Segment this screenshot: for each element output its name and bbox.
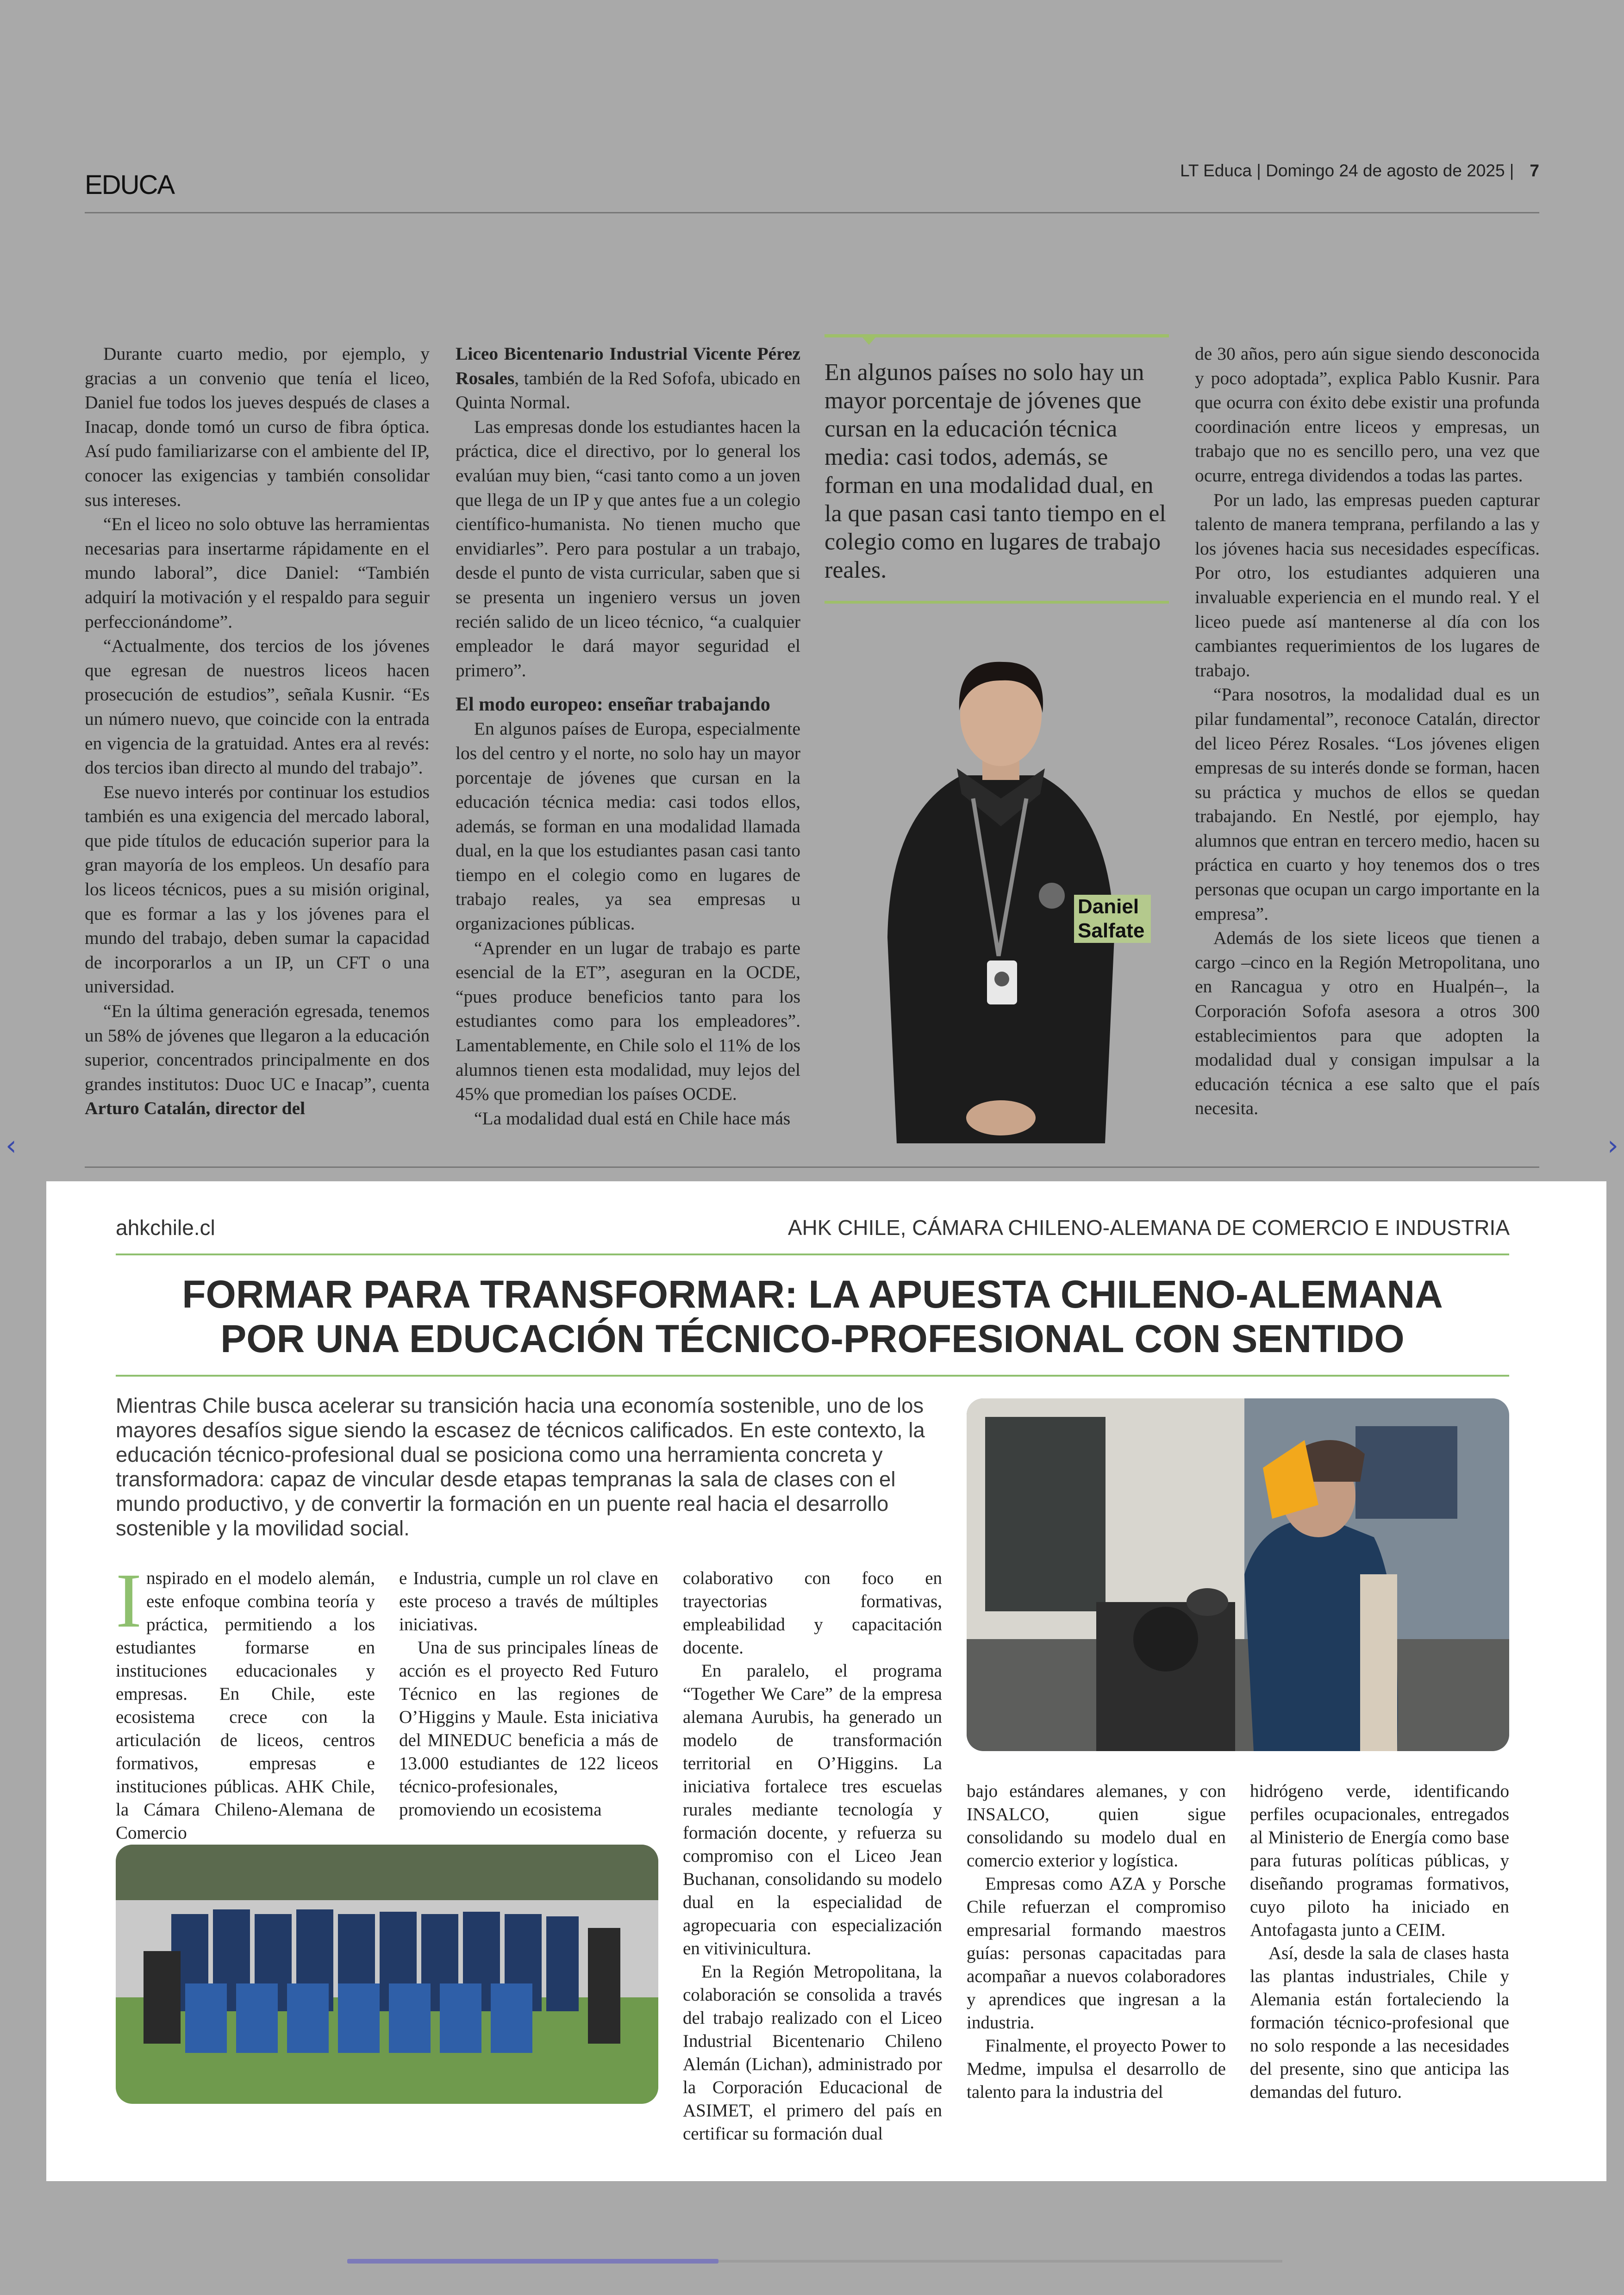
pull-quote (824, 334, 1169, 604)
bold-school: Liceo Bicentenario Industrial Vicente Pérez Rosales (456, 343, 800, 388)
pull-quote-bottom-bar (824, 601, 1169, 604)
paragraph: e Industria, cumple un rol clave en este proceso a través de múltiples iniciativas. (399, 1568, 658, 1634)
paragraph: hidrógeno verde, identificando perfiles ocupacionales, entregados al Ministerio de Energía como base para futuras políticas públicas, y diseñando programas formativos, cuyo piloto ha iniciado en Antofagasta junto a CEIM. (1250, 1781, 1509, 1940)
title-line-1: FORMAR PARA TRANSFORMAR: LA APUESTA CHILENO-ALEMANA (182, 1272, 1443, 1316)
paragraph: Ese nuevo interés por continuar los estudios también es una exigencia del mercado laboral, que pide títulos de educación superior para la gran mayoría de los empleos. Un desafío para los liceos técnicos, pues a su misión original, que es formar a las y los jóvenes para el mundo del trabajo, deben sumar la capacidad de incorporarlos a un IP, un CFT o una universidad. (85, 781, 430, 997)
advertorial-column-3 (683, 1567, 942, 2145)
paragraph-text: nspirado en el modelo alemán, este enfoque combina teoría y práctica, permitiendo a los estudiantes formarse en instituciones educacionales y empresas. En Chile, este ecosistema crece con la articulación de liceos, centros formativos, empresas e instituciones públicas. AHK Chile, la Cámara Chileno-Alemana de Comercio (116, 1568, 375, 1843)
header-rule (85, 212, 1539, 213)
paragraph: colaborativo con foco en trayectorias formativas, empleabilidad y capacitación docente. (683, 1568, 942, 1658)
welding-student-photo (967, 1398, 1509, 1751)
paragraph (456, 342, 800, 415)
paragraph: “Actualmente, dos tercios de los jóvenes que egresan de nuestros liceos hacen prosecución de estudios”, señala Kusnir. “Es un número nuevo, que coincide con la entrada en vigencia de la gratuidad. Antes era al revés: dos tercios iban directo al mundo del trabajo”. (85, 636, 430, 778)
advertorial-column-1 (116, 1558, 375, 1845)
paragraph (85, 999, 430, 1121)
bold-name: Arturo Catalán, director del (85, 1098, 306, 1119)
paragraph: En paralelo, el programa “Together We Care” de la empresa alemana Aurubis, ha generado un modelo de transformación territorial en O’Higgins. La iniciativa fortalece tres escuelas rurales mediante tecnología y formación docente, y refuerza su compromiso con el Liceo Jean Buchanan, consolidando su modelo dual en la especialidad de agropecuaria con especialización en vitivinicultura. (683, 1661, 942, 1958)
ahk-website: ahkchile.cl (116, 1216, 215, 1240)
paragraph: Empresas como AZA y Porsche Chile refuerzan el compromiso empresarial formando maestros guías: personas capacitadas para acompañar a nuevos colaboradores y aprendices que ingresan a la industria. (967, 1874, 1226, 2033)
paragraph: Además de los siete liceos que tienen a cargo –cinco en la Región Metropolitana, uno en Rancagua y otro en Hualpén–, la Corporación Sofofa asesora a otros 300 establecimientos para que adopten la modalidad dual y consigan impulsar a la educación técnica a ese salto que el país necesita. (1195, 928, 1540, 1119)
article-column-4 (1195, 342, 1540, 1121)
drop-cap: I (116, 1558, 142, 1644)
paragraph: Así, desde la sala de clases hasta las plantas industriales, Chile y Alemania están fortaleciendo la formación técnico-profesional que no solo responde a las necesidades del presente, sino que anticipa las demandas del futuro. (1250, 1943, 1509, 2102)
header-info (1180, 161, 1539, 181)
paragraph: “Aprender en un lugar de trabajo es parte esencial de la ET”, aseguran en la OCDE, “pues produce beneficios tanto para los estudiantes como para los empleadores”. Lamentablemente, en Chile solo el 11% de los alumnos tienen esta modalidad, muy lejos del 45% que promedian los países OCDE. (456, 937, 800, 1104)
paragraph: Finalmente, el proyecto Power to Medme, impulsa el desarrollo de talento para la industria del (967, 2036, 1226, 2102)
paragraph: bajo estándares alemanes, y con INSALCO, quien sigue consolidando su modelo dual en comercio exterior y logística. (967, 1781, 1226, 1871)
pull-quote-top-bar (824, 334, 1169, 337)
advertorial-title (116, 1272, 1509, 1361)
paragraph: Una de sus principales líneas de acción es el proyecto Red Futuro Técnico en las regiones de O’Higgins y Maule. Esta iniciativa del MINEDUC beneficia a más de 13.000 estudiantes de 122 liceos técnico-profesionales, promoviendo un ecosistema (399, 1638, 658, 1820)
subheading: El modo europeo: enseñar trabajando (456, 694, 770, 716)
paragraph-text: , también de la Red Sofofa, ubicado en Quinta Normal. (456, 368, 800, 413)
paragraph: Por un lado, las empresas pueden capturar talento de manera temprana, perfilando a las y los jóvenes hacia sus necesidades específicas. Por otro, los estudiantes adquieren una invaluable experiencia en el mundo real. Y el liceo puede así mantenerse al día con los cambiantes requerimientos de los lugares de trabajo. (1195, 489, 1540, 680)
edition-date: LT Educa | Domingo 24 de agosto de 2025 | (1180, 161, 1514, 180)
green-rule-bottom (116, 1375, 1509, 1377)
paragraph: “La modalidad dual está en Chile hace más (474, 1108, 791, 1129)
paragraph: de 30 años, pero aún sigue siendo desconocida y poco adoptada”, explica Pablo Kusnir. Para que ocurra con éxito debe existir una profunda coordinación entre liceos y empresas, un trabajo que no es sencillo pero, una vez que ocurre, entrega dividendos a todas las partes. (1195, 343, 1540, 486)
paragraph: Durante cuarto medio, por ejemplo, y gracias a un convenio que tenía el liceo, Daniel fue todos los jueves después de clases a Inacap, donde tomó un curso de fibra óptica. Así pudo familiarizarse con el ambiente del IP, conocer las exigencias y también consolidar sus intereses. (85, 343, 430, 510)
advertorial-lede: Mientras Chile busca acelerar su transición hacia una economía sostenible, uno de los mayores desafíos sigue siendo la escasez de técnicos calificados. En este contexto, la educación técnico-profesional dual se posiciona como una herramienta concreta y transformadora: capaz de vincular desde etapas tempranas la sala de clases con el mundo productivo, y de convertir la formación en un puente real hacia el desarrollo sostenible y la movilidad social. (116, 1394, 925, 1540)
page-number: 7 (1530, 161, 1539, 180)
pull-quote-pointer (862, 337, 875, 345)
photo-caption-name: Daniel Salfate (1074, 895, 1151, 943)
paragraph: “En el liceo no solo obtuve las herramientas necesarias para insertarme rápidamente en el mundo laboral”, dice Daniel: “También adquirí la motivación y el respaldo para seguir perfeccionándome”. (85, 514, 430, 632)
article-bottom-rule (85, 1166, 1539, 1168)
paragraph: En la Región Metropolitana, la colaboración se consolida a través del trabajo realizado con el Liceo Industrial Bicentenario Chileno Alemán (Lichan), administrado por la Corporación Educacional de ASIMET, el primero del país en certificar su formación dual (683, 1962, 942, 2144)
advertorial-column-5 (1250, 1780, 1509, 2104)
prev-page-button[interactable] (6, 1129, 17, 1162)
ahk-organization: AHK CHILE, CÁMARA CHILENO-ALEMANA DE COMERCIO E INDUSTRIA (787, 1216, 1510, 1240)
paragraph: En algunos países de Europa, especialmente los del centro y el norte, no solo hay un mayor porcentaje de jóvenes que cursan en la educación técnica media: casi todos ellos, además, se forman en una modalidad llamada dual, en la que los estudiantes pasan casi tanto tiempo en el colegio como en lugares de trabajo reales, ya sea empresas u organizaciones públicas. (456, 718, 800, 934)
advertorial-column-4 (967, 1780, 1226, 2104)
page-scroll-thumb[interactable] (347, 2259, 718, 2264)
next-page-button[interactable] (1607, 1129, 1618, 1162)
chevron-right-icon: › (1607, 1129, 1618, 1162)
group-photo (116, 1845, 658, 2104)
title-line-2: POR UNA EDUCACIÓN TÉCNICO-PROFESIONAL CON SENTIDO (220, 1317, 1405, 1360)
section-name: EDUCA (85, 170, 175, 200)
paragraph: “Para nosotros, la modalidad dual es un pilar fundamental”, reconoce Catalán, director del liceo Pérez Rosales. “Los jóvenes eligen empresas de su interés donde se forman, hacen su práctica y muchos de ellos se quedan trabajando. En Nestlé, por ejemplo, hay alumnos que entran en tercero medio, hacen su práctica en cuarto y hoy tenemos dos o tres personas que ocupan un cargo importante en la empresa”. (1195, 684, 1540, 924)
green-rule-top (116, 1254, 1509, 1255)
article-column-2 (456, 342, 800, 1130)
paragraph: Las empresas donde los estudiantes hacen la práctica, dice el directivo, por lo general los evalúan muy bien, “casi tanto como a un joven que llega de un IP y que antes fue a un colegio científico-humanista. No tienen mucho que envidiarles”. Pero para postular a un trabajo, desde el punto de vista curricular, saben que si se presenta un ingeniero versus un joven recién salido de un liceo técnico, “a cualquier empleador le dará mayor seguridad el primero”. (456, 416, 800, 680)
chevron-left-icon: ‹ (6, 1129, 17, 1162)
article-column-1 (85, 342, 430, 1121)
paragraph-text: “En la última generación egresada, tenemos un 58% de jóvenes que llegaron a la educación superior, concentrados principalmente en dos grandes institutos: Duoc UC e Inacap”, cuenta (85, 1001, 430, 1094)
paragraph (116, 1558, 375, 1845)
advertorial-column-2 (399, 1567, 658, 1821)
pull-quote-text: En algunos países no solo hay un mayor porcentaje de jóvenes que cursan en la educación técnica media: casi todos, además, se forman en una modalidad dual, en la que pasan casi tanto tiempo en el colegio como en lugares de trabajo reales. (824, 359, 1166, 583)
